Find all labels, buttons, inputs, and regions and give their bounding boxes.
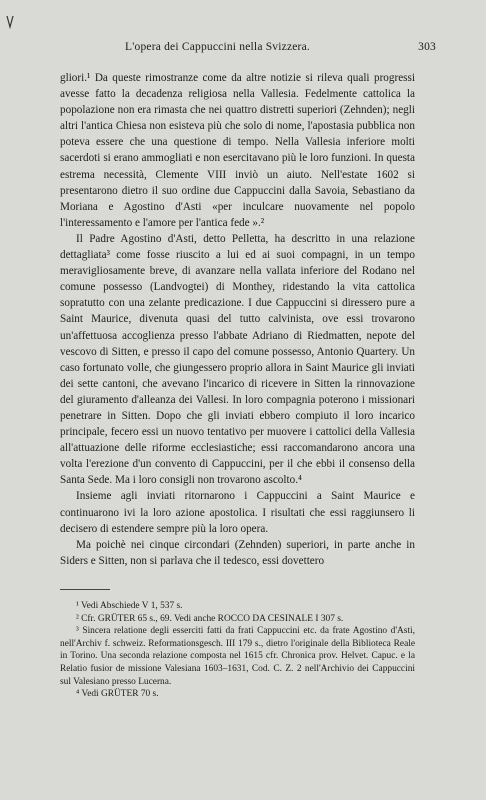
footnote-text: Cfr. GRÜTER 65 s., 69. Vedi anche ROCCO DA CESINALE I 307 s.: [81, 613, 344, 624]
footnote-number: ³: [76, 626, 79, 637]
footnote-3: [60, 625, 415, 688]
margin-mark-icon: [6, 15, 14, 29]
footnote-divider: [60, 589, 110, 590]
footnote-number: ¹: [76, 601, 79, 611]
page-number: 303: [418, 41, 436, 53]
footnote-1: [60, 600, 415, 613]
footnote-text: Vedi Abschiede V 1, 537 s.: [81, 601, 183, 611]
paragraph-1: gliori.¹ Da queste rimostranze come da altre notizie si rileva quali progressi avesse fatto la decadenza religiosa nella Vallesia. Fedelmente cattolica la popolazione non era rimasta che nei quattro distretti superiori (Zehnden); negli altri l'antica Chiesa non esisteva più che solo di nome, l'apostasia pubblica non poteva essere che una questione di tempo. Nella Vallesia inferiore molti sacerdoti si erano ammogliati e non esercitavano più le loro funzioni. In questa estrema necessità, Clemente VIII inviò un aiuto. Nell'estate 1602 si presentarono dietro il suo ordine due Cappuccini dalla Savoia, Sebastiano da Moriana e Agostino d'Asti «per inculcare nuovamente nel popolo l'interessamento e l'amore per l'antica fede ».²: [60, 72, 415, 229]
footnote-2: [60, 613, 415, 626]
main-text: [60, 70, 415, 569]
running-title: L'opera dei Cappuccini nella Svizzera.: [125, 41, 310, 53]
footnotes: [60, 600, 415, 701]
footnote-number: ²: [76, 613, 79, 624]
paragraph-3: Insieme agli inviati ritornarono i Cappuccini a Saint Maurice e continuarono ivi la loro azione apostolica. I risultati che essi raggiunsero li decisero di estendere sempre più la loro opera.: [60, 490, 415, 535]
footnote-text: Vedi GRÜTER 70 s.: [81, 689, 159, 700]
footnote-4: [60, 688, 415, 701]
paragraph-2: Il Padre Agostino d'Asti, detto Pelletta, ha descritto in una relazione dettagliata³ come fosse riuscito a lui ed ai suoi compagni, in un tempo meravigliosamente breve, di avanzare nella vallata inferiore del Rodano nel comune possesso (Landvogtei) di Monthey, ridestando la vita cattolica sopratutto con una zelante predicazione. I due Cappuccini si diressero pure a Saint Maurice, divenuta quasi del tutto calvinista, ove essi trovarono un'affettuosa accoglienza presso l'abbate Adriano di Riedmatten, nepote del vescovo di Sitten, e presso il capo del comune possesso, Antonio Quartery. Un caso fortunato volle, che giungessero proprio allora in Saint Maurice gli inviati dei sette cantoni, che avevano l'incarico di ricevere in Sitten la rinnovazione del giuramento d'alleanza dei Vallesi. In loro compagnia poterono i missionari penetrare in Sitten. Dopo che gli inviati ebbero compiuto il loro incarico principale, fecero essi un nuovo tentativo per muovere i cattolici della Vallesia all'attuazione delle riforme ecclesiastiche; essi raccomandarono ancora una volta l'erezione d'un convento di Cappuccini, per il che ebbi il consenso della Santa Sede. Ma i loro consigli non trovarono ascolto.⁴: [60, 232, 415, 487]
footnote-number: ⁴: [76, 689, 80, 700]
running-header: [60, 41, 436, 57]
footnote-text: Sincera relatione degli esserciti fatti da frati Cappuccini etc. da frate Agostino d'Asti, nell'Archiv f. schweiz. Reformationsgesch. III 179 s., dietro l'originale della Biblioteca Reale in Torino. Una seconda relazione composta nel 1615 cfr. Chronica prov. Helvet. Capuc. e la Relatio fusior de missione Valesiana 1603–1631, Cod. C. Z. 2 nell'Archivio dei Cappuccini sul Valesiano presso Lucerna.: [60, 626, 415, 687]
paragraph-4: Ma poichè nei cinque circondari (Zehnden) superiori, in parte anche in Siders e Sitten, non si parlava che il tedesco, essi dovettero: [60, 538, 415, 567]
